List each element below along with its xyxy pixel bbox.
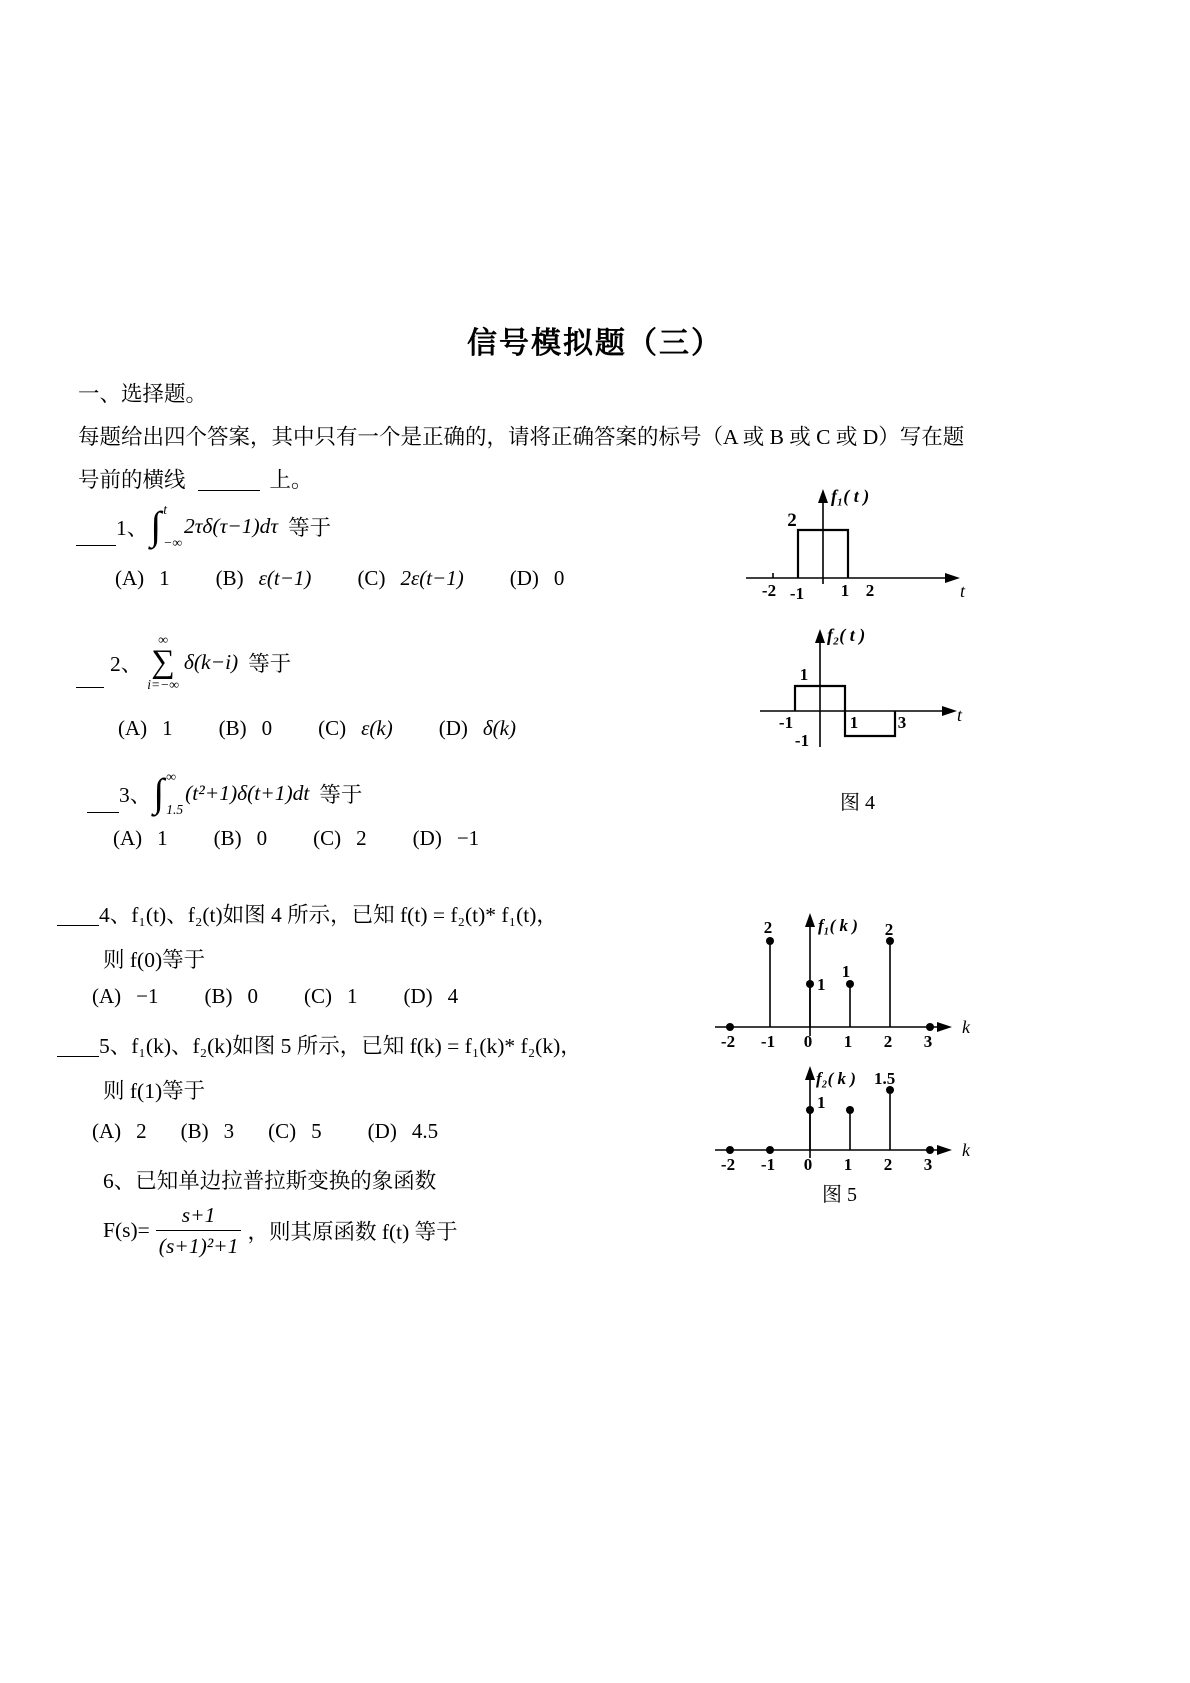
f2k-tick-label: 2 bbox=[883, 1155, 893, 1174]
f2k-tick-label: -2 bbox=[720, 1155, 736, 1174]
q2-suffix: 等于 bbox=[248, 651, 292, 676]
q2-option-a bbox=[118, 716, 173, 741]
f1k-tick-label: -2 bbox=[720, 1032, 736, 1051]
fraction-numerator: s+1 bbox=[181, 1203, 216, 1227]
figure-f2t-graph bbox=[755, 623, 970, 763]
q3-formula-body: (t²+1)δ(t+1)dt bbox=[185, 780, 310, 805]
option-value: −1 bbox=[456, 826, 480, 850]
q2-number: 2、 bbox=[110, 651, 143, 676]
integral-limits bbox=[163, 503, 182, 549]
option-value: 0 bbox=[553, 566, 565, 590]
q2-option-d bbox=[439, 716, 516, 741]
f2t-labels bbox=[779, 625, 963, 750]
option-value: 2 bbox=[356, 826, 367, 850]
question-2 bbox=[76, 633, 291, 691]
f1k-stem-value: 2 bbox=[884, 920, 894, 939]
f2k-tick-label: 1 bbox=[843, 1155, 853, 1174]
q1-suffix: 等于 bbox=[288, 515, 332, 540]
f1t-peak-label: 2 bbox=[787, 510, 797, 531]
q6-formula-line bbox=[103, 1200, 458, 1261]
figure-f1k-stem-plot bbox=[700, 905, 985, 1055]
q5-option-a bbox=[92, 1119, 147, 1144]
f2k-tick-label: 0 bbox=[803, 1155, 813, 1174]
q1-formula-body: 2τδ(τ−1)dτ bbox=[183, 513, 279, 538]
f1k-stem-value: 2 bbox=[763, 918, 773, 937]
q1-option-b bbox=[216, 566, 312, 591]
option-label: (B) bbox=[204, 984, 233, 1008]
question-1 bbox=[76, 503, 331, 549]
q1-integral bbox=[150, 503, 182, 549]
f1k-tick-label: -1 bbox=[760, 1032, 776, 1051]
q5-options bbox=[92, 1119, 484, 1144]
option-label: (D) bbox=[403, 984, 433, 1008]
option-label: (D) bbox=[438, 716, 468, 740]
option-label: (B) bbox=[215, 566, 244, 590]
option-label: (A) bbox=[113, 826, 143, 850]
option-value: 0 bbox=[261, 716, 273, 740]
q3-suffix: 等于 bbox=[319, 782, 363, 807]
q2-option-c bbox=[318, 716, 393, 741]
q6-fs-prefix: F(s)= bbox=[103, 1218, 150, 1243]
option-value: 1 bbox=[347, 984, 358, 1008]
q3-number: 3、 bbox=[119, 782, 152, 807]
integral-limits bbox=[166, 770, 183, 816]
intro-line-2-suffix: 上。 bbox=[269, 468, 313, 492]
q3-option-c bbox=[313, 826, 367, 851]
option-label: (A) bbox=[92, 984, 122, 1008]
f2t-tick-label: -1 bbox=[778, 713, 794, 732]
option-label: (C) bbox=[268, 1119, 297, 1143]
option-value: ε(k) bbox=[361, 716, 393, 740]
f2t-tick-label: 3 bbox=[897, 713, 907, 732]
f2k-ylabel: f₂( k ) bbox=[816, 1069, 856, 1088]
option-value: 1 bbox=[157, 826, 168, 850]
f2k-xlabel: k bbox=[962, 1140, 970, 1160]
integral-glyph: ∫ bbox=[150, 503, 162, 548]
f1t-labels bbox=[762, 486, 966, 603]
q4-option-a bbox=[92, 984, 159, 1009]
q1-number: 1、 bbox=[116, 515, 149, 540]
f1k-stem-value: 1 bbox=[841, 962, 851, 981]
option-label: (B) bbox=[180, 1119, 209, 1143]
q3-option-b bbox=[214, 826, 268, 851]
q2-option-b bbox=[219, 716, 273, 741]
option-label: (D) bbox=[412, 826, 442, 850]
summation-upper-limit: ∞ bbox=[158, 632, 168, 647]
intro-line-2-prefix: 号前的横线 bbox=[78, 468, 186, 492]
q4-answer-blank bbox=[57, 902, 99, 926]
q3-answer-blank bbox=[87, 789, 119, 813]
option-label: (D) bbox=[509, 566, 539, 590]
f1k-tick-label: 3 bbox=[923, 1032, 933, 1051]
f1t-ylabel: f₁( t ) bbox=[831, 486, 870, 506]
option-label: (B) bbox=[213, 826, 242, 850]
f2t-ylabel: f₂( t ) bbox=[827, 625, 866, 645]
page-title: 信号模拟题（三） bbox=[467, 327, 723, 360]
question-4 bbox=[57, 898, 558, 929]
q4-option-b bbox=[205, 984, 259, 1009]
integral-upper-limit: t bbox=[163, 502, 167, 517]
question-5 bbox=[57, 1029, 582, 1060]
q2-answer-blank bbox=[76, 665, 104, 689]
q3-options bbox=[113, 826, 525, 851]
f1t-tick-label: -2 bbox=[761, 581, 777, 600]
option-label: (C) bbox=[304, 984, 332, 1008]
option-label: (A) bbox=[115, 566, 145, 590]
figure-5-caption: 图 5 bbox=[822, 1184, 857, 1206]
section-heading: 一、选择题。 bbox=[78, 382, 208, 406]
option-label: (A) bbox=[118, 716, 148, 740]
fraction-denominator: (s+1)²+1 bbox=[156, 1230, 242, 1261]
question-3 bbox=[87, 770, 362, 816]
f2k-labels bbox=[721, 1069, 971, 1174]
intro-line-2 bbox=[78, 463, 313, 494]
option-value: 1 bbox=[162, 716, 173, 740]
figure-f2k-stem-plot bbox=[700, 1058, 985, 1178]
q1-answer-blank bbox=[76, 522, 116, 546]
q2-summation bbox=[147, 633, 179, 691]
f1k-labels bbox=[721, 916, 971, 1051]
intro-answer-blank bbox=[198, 467, 260, 491]
option-label: (C) bbox=[357, 566, 386, 590]
option-value: −1 bbox=[136, 984, 159, 1008]
integral-lower-limit: 1.5 bbox=[166, 801, 184, 817]
option-value: 2 bbox=[136, 1119, 147, 1143]
f2k-tick-label: -1 bbox=[760, 1155, 776, 1174]
option-value: 0 bbox=[247, 984, 258, 1008]
integral-glyph: ∫ bbox=[153, 770, 165, 815]
q1-options bbox=[115, 566, 610, 591]
q2-formula-body: δ(k−i) bbox=[183, 649, 239, 674]
q5-text-line2: 则 f(1)等于 bbox=[103, 1079, 206, 1103]
q6-fraction bbox=[156, 1200, 242, 1261]
q4-text-line2: 则 f(0)等于 bbox=[103, 948, 206, 972]
f1t-xlabel: t bbox=[960, 581, 966, 601]
option-label: (C) bbox=[318, 716, 347, 740]
f1k-xlabel: k bbox=[962, 1017, 970, 1037]
integral-lower-limit: −∞ bbox=[163, 534, 182, 550]
q5-text-line1: 5、f₁(k)、f₂(k)如图 5 所示，已知 f(k) = f₁(k)* f₂(k)， bbox=[99, 1034, 582, 1058]
f1k-stem-value: 1 bbox=[817, 975, 826, 994]
intro-line-1: 每题给出四个答案，其中只有一个是正确的，请将正确答案的标号（A 或 B 或 C 或 D）写在题 bbox=[78, 425, 965, 449]
q2-options bbox=[118, 716, 562, 741]
option-value: 2ε(t−1) bbox=[400, 566, 464, 590]
f2k-stem-value: 1 bbox=[817, 1093, 826, 1112]
f1t-tick-label: 2 bbox=[865, 581, 875, 600]
f1t-tick-label: 1 bbox=[840, 581, 850, 600]
summation-lower-limit: i=−∞ bbox=[147, 676, 179, 692]
q3-option-d bbox=[413, 826, 480, 851]
f1k-tick-label: 0 bbox=[803, 1032, 813, 1051]
option-value: ε(t−1) bbox=[258, 566, 312, 590]
q6-suffix: ，则其原函数 f(t) 等于 bbox=[247, 1220, 458, 1245]
f2k-peak-value: 1.5 bbox=[874, 1069, 896, 1088]
option-value: 3 bbox=[223, 1119, 235, 1143]
f1k-ylabel: f₁( k ) bbox=[818, 916, 858, 935]
f2t-neg-value-label: -1 bbox=[794, 731, 810, 750]
option-value: 4 bbox=[447, 984, 459, 1008]
integral-upper-limit: ∞ bbox=[166, 769, 176, 784]
q4-text-line1: 4、f₁(t)、f₂(t)如图 4 所示，已知 f(t) = f₂(t)* f₁(t)， bbox=[99, 903, 558, 927]
q4-option-d bbox=[404, 984, 459, 1009]
option-label: (A) bbox=[92, 1119, 122, 1143]
option-label: (D) bbox=[367, 1119, 397, 1143]
option-label: (C) bbox=[313, 826, 342, 850]
q5-option-d bbox=[368, 1119, 438, 1144]
f1k-tick-label: 1 bbox=[843, 1032, 853, 1051]
q1-option-d bbox=[510, 566, 565, 591]
f1k-tick-label: 2 bbox=[883, 1032, 893, 1051]
option-value: 0 bbox=[256, 826, 268, 850]
q1-option-a bbox=[115, 566, 170, 591]
option-label: (B) bbox=[218, 716, 247, 740]
f1k-axes-and-stems bbox=[715, 920, 944, 1036]
q5-answer-blank bbox=[57, 1033, 99, 1057]
q4-option-c bbox=[304, 984, 358, 1009]
figure-f1t-graph bbox=[738, 483, 973, 608]
q3-integral bbox=[153, 770, 183, 816]
f1t-tick-label: -1 bbox=[789, 584, 805, 603]
option-value: 4.5 bbox=[411, 1119, 439, 1143]
option-value: δ(k) bbox=[482, 716, 516, 740]
f2k-tick-label: 3 bbox=[923, 1155, 933, 1174]
f2t-peak-label: 1 bbox=[799, 665, 809, 684]
q4-options bbox=[92, 984, 504, 1009]
q6-text-line1: 6、已知单边拉普拉斯变换的象函数 bbox=[103, 1169, 437, 1193]
figure-4-caption: 图 4 bbox=[840, 792, 875, 814]
q5-option-b bbox=[181, 1119, 235, 1144]
summation-glyph: ∑ bbox=[151, 643, 175, 680]
f2t-tick-label: 1 bbox=[849, 713, 859, 732]
option-value: 5 bbox=[311, 1119, 322, 1143]
q5-option-c bbox=[268, 1119, 322, 1144]
f2t-xlabel: t bbox=[957, 705, 963, 725]
q1-option-c bbox=[357, 566, 463, 591]
option-value: 1 bbox=[159, 566, 170, 590]
q3-option-a bbox=[113, 826, 168, 851]
